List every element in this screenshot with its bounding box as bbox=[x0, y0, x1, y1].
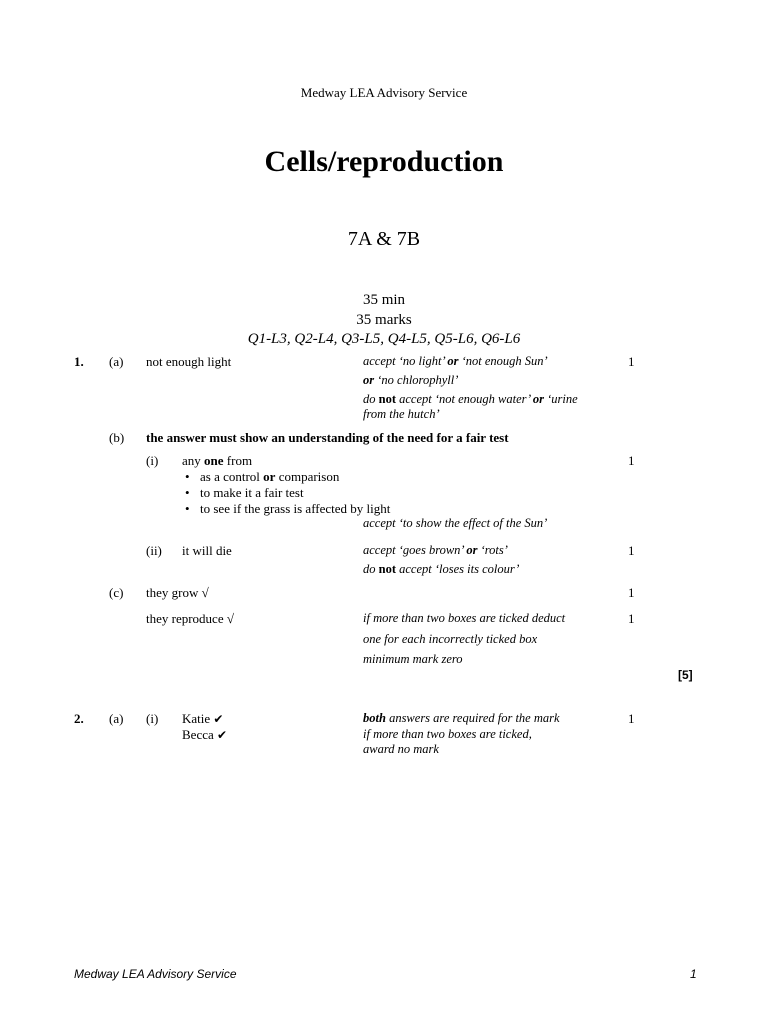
question-levels: Q1-L3, Q2-L4, Q3-L5, Q4-L5, Q5-L6, Q6-L6 bbox=[247, 331, 521, 347]
q1b-i-mark: 1 bbox=[628, 453, 635, 468]
q1c-mark-1: 1 bbox=[628, 585, 635, 600]
q1b-i-answer: any one from bbox=[182, 453, 253, 468]
header-organisation: Medway LEA Advisory Service bbox=[300, 85, 468, 100]
tick-icon: ✔ bbox=[217, 728, 228, 742]
q2-guide-line3: award no mark bbox=[363, 742, 439, 756]
q1b-ii-answer: it will die bbox=[182, 543, 232, 558]
q1b-ii-mark: 1 bbox=[628, 543, 635, 558]
q1a-guide-line1: accept ‘no light’ or ‘not enough Sun’ bbox=[363, 354, 548, 368]
q1b-header: the answer must show an understanding of the need for a fair test bbox=[146, 430, 509, 445]
q2-part-a: (a) bbox=[109, 711, 124, 726]
question-1-number: 1. bbox=[74, 354, 84, 369]
q1-part-c: (c) bbox=[109, 585, 124, 600]
q1a-mark: 1 bbox=[628, 354, 635, 369]
q1b-i-bullet-2: • to make it a fair test bbox=[200, 485, 304, 501]
q1-total-marks: [5] bbox=[678, 668, 693, 682]
footer-page-number: 1 bbox=[690, 967, 697, 981]
q1c-answer-2: they reproduce √ bbox=[146, 611, 234, 626]
q2-guide-line1: both answers are required for the mark bbox=[363, 711, 560, 725]
time-allowed: 35 min bbox=[362, 292, 406, 308]
q1-part-b: (b) bbox=[109, 430, 125, 445]
page-title: Cells/reproduction bbox=[264, 145, 504, 178]
q1c-guide-line1: if more than two boxes are ticked deduct bbox=[363, 611, 566, 625]
q2a-answer-2: Becca ✔ bbox=[182, 727, 228, 742]
q1-part-a: (a) bbox=[109, 354, 124, 369]
q1b-i-bullet-3: • to see if the grass is affected by light bbox=[200, 501, 390, 517]
question-2-number: 2. bbox=[74, 711, 84, 726]
q2a-i-part: (i) bbox=[146, 711, 159, 726]
q1b-i-bullet-1: • as a control or comparison bbox=[200, 469, 339, 485]
q1b-i-part: (i) bbox=[146, 453, 159, 468]
q1a-answer: not enough light bbox=[146, 354, 232, 369]
total-marks: 35 marks bbox=[356, 312, 412, 328]
q2-mark: 1 bbox=[628, 711, 635, 726]
q1b-ii-part: (ii) bbox=[146, 543, 162, 558]
q1c-guide-line2: one for each incorrectly ticked box bbox=[363, 632, 538, 646]
q1c-mark-2: 1 bbox=[628, 611, 635, 626]
q1c-answer-1: they grow √ bbox=[146, 585, 209, 600]
q1c-guide-line3: minimum mark zero bbox=[363, 652, 463, 666]
q1a-guide-line2: or ‘no chlorophyll’ bbox=[363, 373, 459, 387]
q2-guide-line2: if more than two boxes are ticked, bbox=[363, 727, 532, 741]
q1b-i-guide: accept ‘to show the effect of the Sun’ bbox=[363, 516, 548, 530]
q1a-guide-line4: from the hutch’ bbox=[363, 407, 440, 421]
topics: 7A & 7B bbox=[347, 228, 421, 250]
q1a-guide-line3: do not accept ‘not enough water’ or ‘urine bbox=[363, 392, 578, 406]
footer-organisation: Medway LEA Advisory Service bbox=[74, 967, 237, 981]
tick-icon: ✔ bbox=[213, 712, 224, 726]
q2a-answer-1: Katie ✔ bbox=[182, 711, 224, 726]
q1b-ii-guide-line1: accept ‘goes brown’ or ‘rots’ bbox=[363, 543, 508, 557]
q1b-ii-guide-line2: do not accept ‘loses its colour’ bbox=[363, 562, 520, 576]
